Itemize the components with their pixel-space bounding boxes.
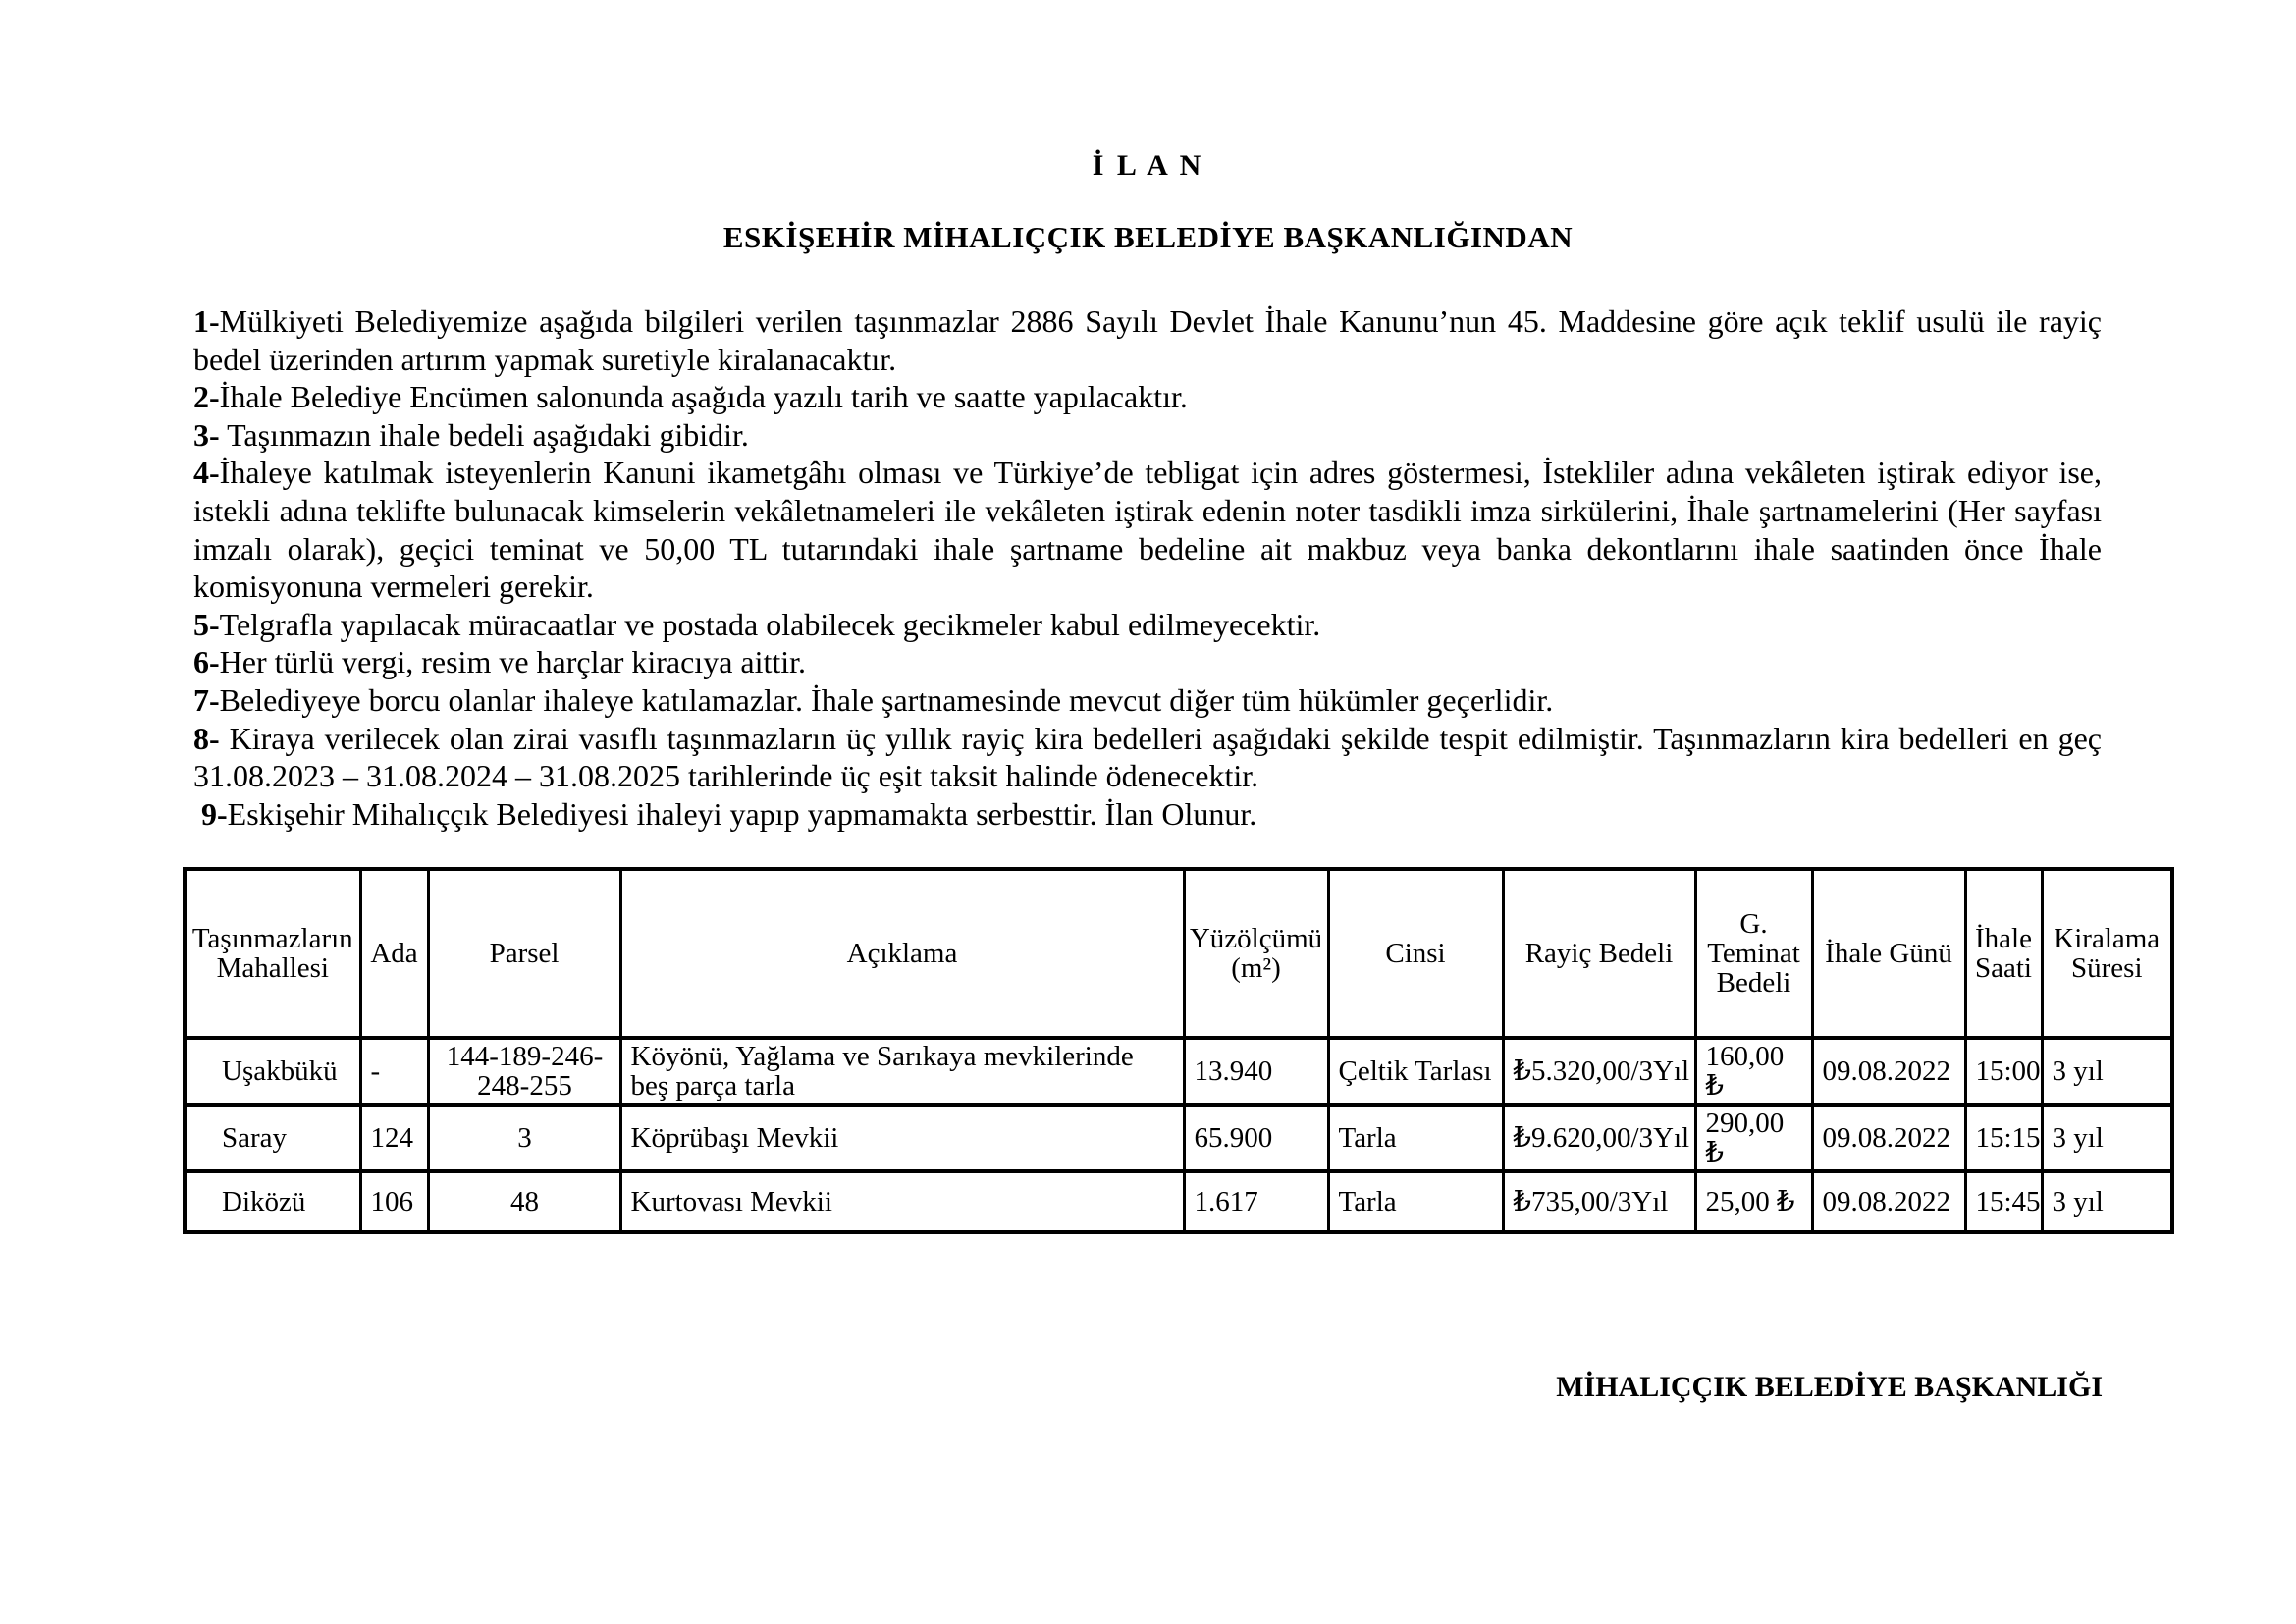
table-row	[185, 1105, 2172, 1171]
cell-ada: -	[360, 1038, 428, 1105]
page-subtitle: ESKİŞEHİR MİHALIÇÇIK BELEDİYE BAŞKANLIĞINDAN	[722, 220, 1574, 254]
cell-yuzolcumu: 1.617	[1184, 1171, 1328, 1232]
cell-ihale-saati: 15:00	[1965, 1038, 2042, 1105]
notice-item-6-number: 6-	[193, 644, 220, 680]
cell-ada: 124	[360, 1105, 428, 1171]
cell-parsel: 48	[428, 1171, 620, 1232]
cell-ihale-saati: 15:15	[1965, 1105, 2042, 1171]
cell-teminat-bedeli: 160,00 ₺	[1695, 1038, 1812, 1105]
cell-ihale-gunu: 09.08.2022	[1812, 1105, 1965, 1171]
notice-item-6	[193, 643, 2102, 681]
notice-item-8	[193, 720, 2102, 795]
cell-aciklama: Köyönü, Yağlama ve Sarıkaya mevkilerinde beş parça tarla	[620, 1038, 1184, 1105]
notice-body	[193, 302, 2102, 833]
header-kiralama-suresi: Kiralama Süresi	[2042, 869, 2172, 1038]
header-ada: Ada	[360, 869, 428, 1038]
page-title: İ L A N	[1092, 149, 1204, 182]
header-mahalle: Taşınmazların Mahallesi	[185, 869, 360, 1038]
cell-rayic-bedeli: ₺735,00/3Yıl	[1503, 1171, 1695, 1232]
cell-cinsi: Tarla	[1328, 1171, 1503, 1232]
notice-item-3-number: 3-	[193, 416, 220, 453]
signature-line: MİHALIÇÇIK BELEDİYE BAŞKANLIĞI	[1556, 1371, 2103, 1403]
cell-mahalle: Diközü	[185, 1171, 360, 1232]
notice-item-9	[193, 795, 2102, 834]
header-aciklama: Açıklama	[620, 869, 1184, 1038]
cell-parsel: 3	[428, 1105, 620, 1171]
notice-item-2	[193, 378, 2102, 416]
notice-item-8-text: Kiraya verilecek olan zirai vasıflı taşınmazların üç yıllık rayiç kira bedelleri aşağıdaki şekilde tespit edilmiştir. Taşınmazların kira bedelleri en geç 31.08.2023 – 31.08.2024 – 31.08.2025 tarihlerinde üç eşit taksit halinde ödenecektir.	[193, 720, 2102, 794]
header-ihale-saati: İhale Saati	[1965, 869, 2042, 1038]
table-row	[185, 1171, 2172, 1232]
notice-item-9-text: Eskişehir Mihalıççık Belediyesi ihaleyi yapıp yapmamakta serbesttir. İlan Olunur.	[227, 795, 1257, 832]
cell-mahalle: Saray	[185, 1105, 360, 1171]
notice-item-7	[193, 681, 2102, 720]
notice-item-2-number: 2-	[193, 379, 220, 415]
cell-kiralama-suresi: 3 yıl	[2042, 1171, 2172, 1232]
notice-item-7-number: 7-	[193, 681, 220, 718]
cell-ihale-saati: 15:45	[1965, 1171, 2042, 1232]
cell-teminat-bedeli: 25,00 ₺	[1695, 1171, 1812, 1232]
cell-yuzolcumu: 13.940	[1184, 1038, 1328, 1105]
header-parsel: Parsel	[428, 869, 620, 1038]
cell-yuzolcumu: 65.900	[1184, 1105, 1328, 1171]
notice-item-7-text: Belediyeye borcu olanlar ihaleye katılamazlar. İhale şartnamesinde mevcut diğer tüm hükümler geçerlidir.	[219, 681, 1554, 718]
cell-ada: 106	[360, 1171, 428, 1232]
notice-item-5	[193, 606, 2102, 644]
notice-item-4-number: 4-	[193, 455, 220, 491]
header-cinsi: Cinsi	[1328, 869, 1503, 1038]
cell-aciklama: Kurtovası Mevkii	[620, 1171, 1184, 1232]
cell-kiralama-suresi: 3 yıl	[2042, 1105, 2172, 1171]
cell-teminat-bedeli: 290,00 ₺	[1695, 1105, 1812, 1171]
notice-item-6-text: Her türlü vergi, resim ve harçlar kiracıya aittir.	[219, 644, 807, 680]
cell-cinsi: Çeltik Tarlası	[1328, 1038, 1503, 1105]
cell-kiralama-suresi: 3 yıl	[2042, 1038, 2172, 1105]
cell-ihale-gunu: 09.08.2022	[1812, 1038, 1965, 1105]
notice-item-3-text: Taşınmazın ihale bedeli aşağıdaki gibidir.	[219, 416, 749, 453]
notice-item-3	[193, 416, 2102, 455]
notice-item-9-number: 9-	[201, 795, 228, 832]
cell-mahalle: Uşakbükü	[185, 1038, 360, 1105]
notice-item-8-number: 8-	[193, 720, 220, 756]
table-row	[185, 1038, 2172, 1105]
lease-auction-table	[183, 867, 2174, 1234]
cell-aciklama: Köprübaşı Mevkii	[620, 1105, 1184, 1171]
notice-item-4-text: İhaleye katılmak isteyenlerin Kanuni ikametgâhı olması ve Türkiye’de tebligat için adres göstermesi, İstekliler adına vekâleten iştirak ediyor ise, istekli adına teklifte bulunacak kimselerin vekâletnameleri ile vekâleten iştirak edenin noter tasdikli imza sirkülerini, İhale şartnamelerini (Her sayfası imzalı olarak), geçici teminat ve 50,00 TL tutarındaki ihale şartname bedeline ait makbuz veya banka dekontlarını ihale saatinden önce İhale komisyonuna vermeleri gerekir.	[193, 455, 2102, 605]
cell-parsel: 144-189-246-248-255	[428, 1038, 620, 1105]
cell-rayic-bedeli: ₺9.620,00/3Yıl	[1503, 1105, 1695, 1171]
header-teminat-bedeli: G. Teminat Bedeli	[1695, 869, 1812, 1038]
notice-item-2-text: İhale Belediye Encümen salonunda aşağıda yazılı tarih ve saatte yapılacaktır.	[219, 379, 1188, 415]
notice-item-1-text: Mülkiyeti Belediyemize aşağıda bilgileri verilen taşınmazlar 2886 Sayılı Devlet İhale Kanunu’nun 45. Maddesine göre açık teklif usulü ile rayiç bedel üzerinden artırım yapmak suretiyle kiralanacaktır.	[193, 303, 2102, 377]
cell-cinsi: Tarla	[1328, 1105, 1503, 1171]
table-header-row	[185, 869, 2172, 1038]
cell-rayic-bedeli: ₺5.320,00/3Yıl	[1503, 1038, 1695, 1105]
notice-item-5-text: Telgrafla yapılacak müracaatlar ve postada olabilecek gecikmeler kabul edilmeyecektir.	[219, 606, 1321, 642]
notice-item-1-number: 1-	[193, 303, 220, 339]
notice-item-5-number: 5-	[193, 606, 220, 642]
header-ihale-gunu: İhale Günü	[1812, 869, 1965, 1038]
notice-item-1	[193, 302, 2102, 378]
header-yuzolcumu: Yüzölçümü (m²)	[1184, 869, 1328, 1038]
cell-ihale-gunu: 09.08.2022	[1812, 1171, 1965, 1232]
header-rayic-bedeli: Rayiç Bedeli	[1503, 869, 1695, 1038]
notice-item-4	[193, 454, 2102, 605]
